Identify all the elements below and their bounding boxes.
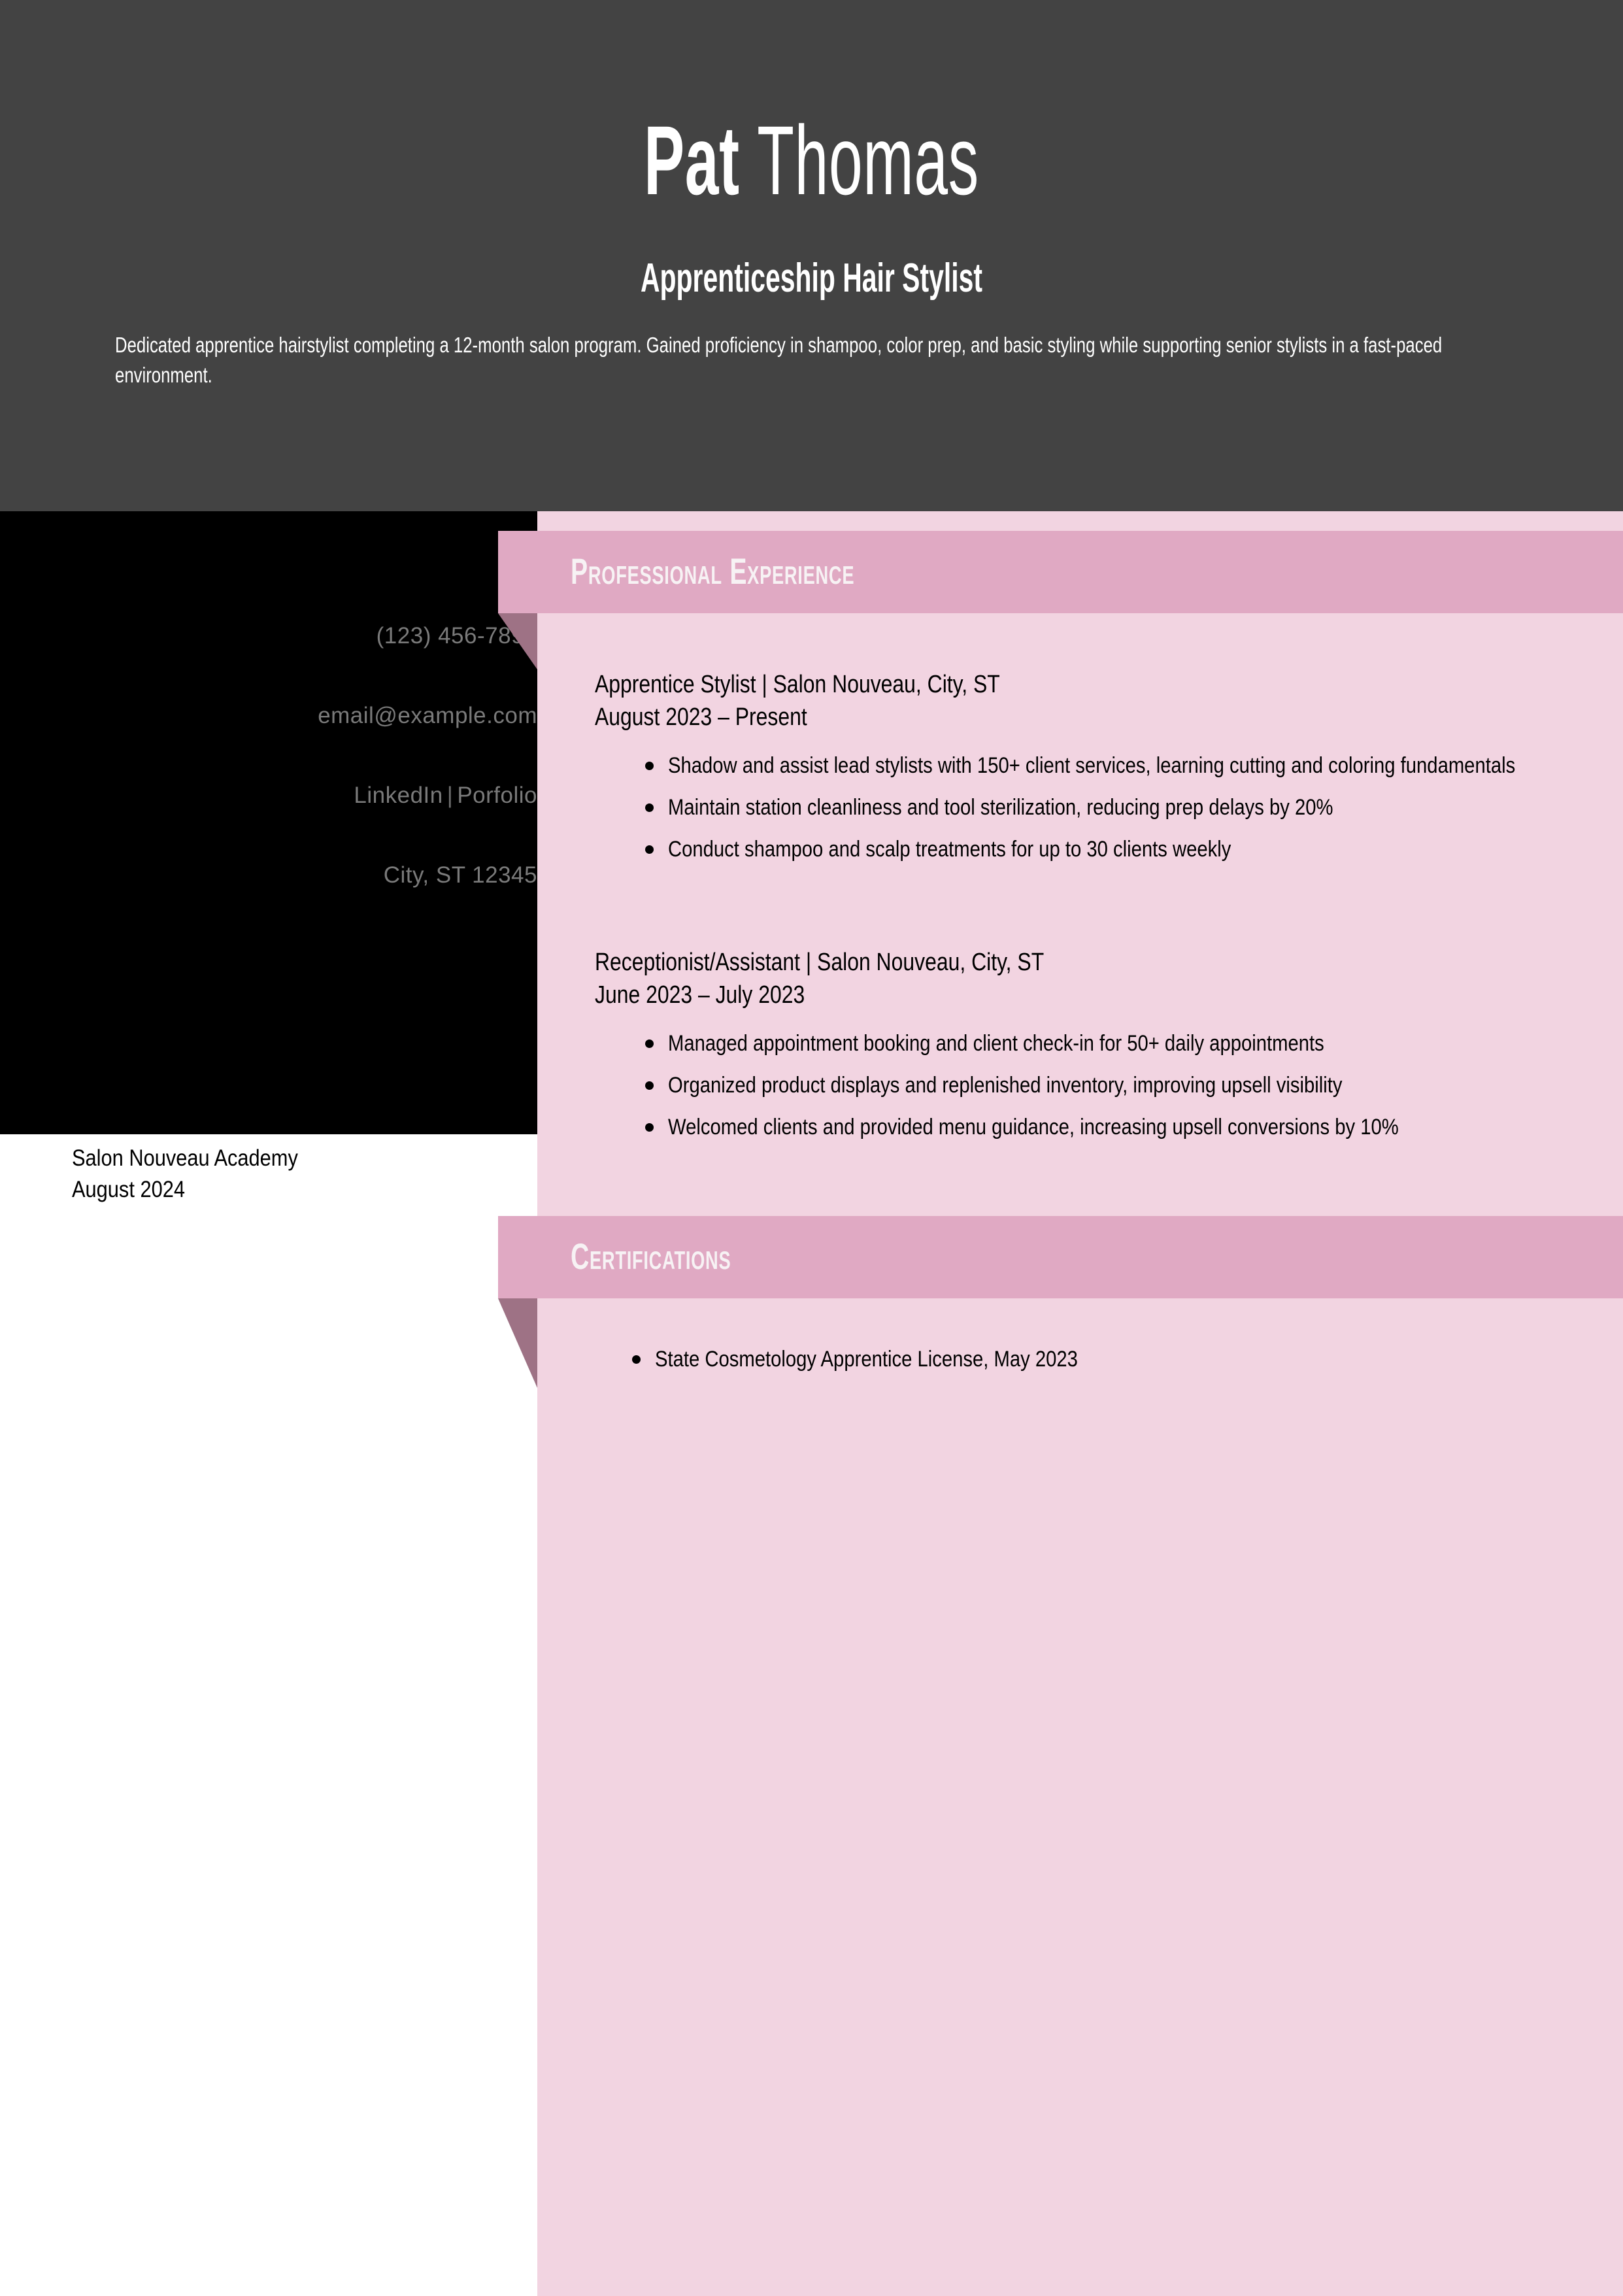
- education-school: Salon Nouveau Academy: [72, 1145, 298, 1171]
- bullet-text: State Cosmetology Apprentice License, May 2023: [655, 1347, 1078, 1372]
- candidate-name: [309, 105, 1314, 215]
- bullet-text: Managed appointment booking and client check-in for 50+ daily appointments: [668, 1031, 1324, 1056]
- list-item: [595, 1112, 1575, 1142]
- list-item: [595, 1344, 1575, 1374]
- linkedin-link[interactable]: LinkedIn: [354, 783, 443, 808]
- list-item: [595, 792, 1575, 822]
- bullet-dot-icon: [645, 762, 654, 770]
- bullet-dot-icon: [645, 803, 654, 812]
- entry-bullets: [595, 751, 1575, 876]
- education-date: August 2024: [72, 1177, 185, 1202]
- list-item: [595, 834, 1575, 864]
- section-ribbon-experience: [498, 531, 1623, 613]
- entry-date: June 2023 – July 2023: [595, 981, 805, 1009]
- section-heading-certifications: Certifications: [571, 1236, 731, 1277]
- entry-bullets: [595, 1028, 1575, 1154]
- bullet-text: Maintain station cleanliness and tool sterilization, reducing prep delays by 20%: [668, 795, 1333, 820]
- contact-links: [145, 782, 537, 809]
- entry-title: Receptionist/Assistant | Salon Nouveau, City, ST: [595, 949, 1045, 976]
- bullet-dot-icon: [645, 1039, 654, 1048]
- job-title: Apprenticeship Hair Stylist: [640, 256, 982, 301]
- list-item: [595, 1028, 1575, 1058]
- bullet-dot-icon: [645, 845, 654, 854]
- contact-phone[interactable]: (123) 456-7890: [376, 623, 537, 649]
- education-block: [72, 1143, 520, 1206]
- first-name: Pat: [644, 105, 740, 215]
- ribbon-fold-certifications: [498, 1298, 537, 1388]
- contact-sidebar: [0, 511, 537, 1134]
- section-heading-experience: Professional Experience: [571, 550, 855, 592]
- bullet-dot-icon: [645, 1081, 654, 1090]
- bullet-dot-icon: [632, 1355, 641, 1364]
- entry-title: Apprentice Stylist | Salon Nouveau, City, ST: [595, 671, 1000, 698]
- ribbon-fold-experience: [498, 613, 537, 669]
- professional-summary: Dedicated apprentice hairstylist completing a 12-month salon program. Gained proficiency in shampoo, color prep, and basic styling while supporting senior stylists in a fast-paced environment.: [115, 333, 1443, 387]
- list-item: [595, 751, 1575, 781]
- last-name: Thomas: [757, 105, 979, 215]
- bullet-text: Welcomed clients and provided menu guidance, increasing upsell conversions by 10%: [668, 1115, 1399, 1140]
- bullet-text: Conduct shampoo and scalp treatments for up to 30 clients weekly: [668, 837, 1231, 862]
- entry-date: August 2023 – Present: [595, 703, 807, 731]
- contact-email[interactable]: email@example.com: [318, 703, 537, 728]
- certification-bullets: [595, 1344, 1575, 1386]
- contact-location: City, ST 12345: [383, 862, 537, 888]
- main-content: [537, 511, 1623, 2296]
- bullet-text: Organized product displays and replenished inventory, improving upsell visibility: [668, 1073, 1343, 1098]
- link-separator: |: [446, 783, 454, 808]
- list-item: [595, 1070, 1575, 1100]
- bullet-text: Shadow and assist lead stylists with 150+ client services, learning cutting and coloring fundamentals: [668, 753, 1516, 778]
- resume-header: [0, 0, 1623, 511]
- section-ribbon-certifications: [498, 1216, 1623, 1298]
- bullet-dot-icon: [645, 1123, 654, 1132]
- portfolio-link[interactable]: Porfolio: [457, 783, 537, 808]
